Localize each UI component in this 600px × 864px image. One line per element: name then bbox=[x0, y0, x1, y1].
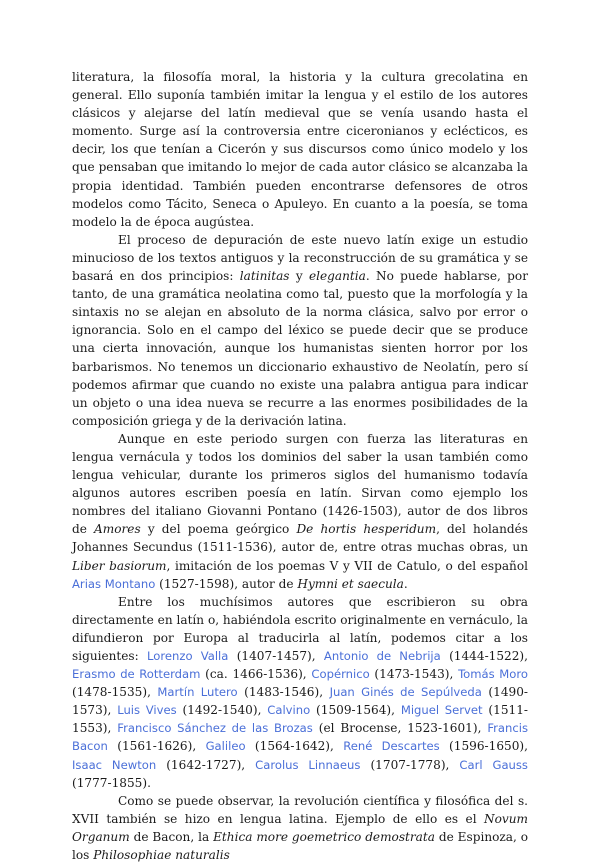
author-link[interactable]: Tomás Moro bbox=[458, 667, 528, 682]
author-link[interactable]: René Descartes bbox=[343, 739, 440, 754]
author-link[interactable]: Francisco Sánchez de las Brozas bbox=[117, 721, 313, 736]
text-run: (1509-1564), bbox=[310, 703, 401, 718]
text-run: El proceso de depuración de este nuevo latín exige un estudio minucioso de los textos antiguos y la reconstrucción de su gramática y se basará en dos principios: bbox=[72, 232, 528, 284]
text-run: . No puede hablarse, por tanto, de una gramática neolatina como tal, puesto que la morfología y la sintaxis no se alejan en absoluto de la norma clásica, salvo por error o ignorancia. Solo en el campo del léxico se puede decir que se produce una cierta innovación, aunque los humanistas sienten horror por los barbarismos. No tenemos un diccionario exhaustivo de Neolatín, pero sí podemos afirmar que cuando no existe una palabra antigua para indicar un objeto o una idea nueva se recurre a las enormes posibilidades de la composición griega y de la derivación latina. bbox=[72, 269, 528, 428]
text-run: (1473-1543), bbox=[369, 667, 459, 682]
text-run: (1596-1650), bbox=[439, 739, 528, 754]
italic-title: elegantia bbox=[308, 269, 366, 284]
text-run: (el Brocense, 1523-1601), bbox=[312, 721, 488, 736]
text-run: y bbox=[289, 269, 309, 284]
author-link[interactable]: Luis Vives bbox=[117, 703, 177, 718]
text-run: (1492-1540), bbox=[176, 703, 268, 718]
text-run: (1777-1855). bbox=[72, 775, 151, 790]
italic-title: Amores bbox=[94, 522, 141, 537]
text-run: . bbox=[403, 576, 408, 591]
author-link[interactable]: Carolus Linnaeus bbox=[255, 757, 361, 772]
text-run: (1642-1727), bbox=[156, 757, 256, 772]
italic-title: Philosophiae naturalis bbox=[93, 848, 230, 863]
author-link[interactable]: Miguel Servet bbox=[400, 703, 483, 718]
text-run: (1444-1522), bbox=[440, 649, 528, 663]
italic-title: Ethica more goemetrico demostrata bbox=[213, 829, 435, 844]
document-body bbox=[72, 68, 528, 864]
italic-title: latinitas bbox=[239, 269, 290, 284]
text-run: , del holandés Johannes Secundus (1511-1536), autor de, entre otras muchas obras, un bbox=[72, 522, 529, 555]
text-run: de Bacon, la bbox=[129, 829, 214, 844]
text-run: (1478-1535), bbox=[72, 685, 158, 700]
text-run: Como se puede observar, la revolución científica y filosófica del s. XVII también se hizo en lengua latina. Ejemplo de ello es el bbox=[72, 793, 528, 826]
text-run: (1407-1457), bbox=[228, 649, 324, 663]
text-run: , imitación de los poemas V y VII de Catulo, o del español bbox=[166, 558, 528, 573]
text-run: literatura, la filosofía moral, la historia y la cultura grecolatina en general. Ello suponía también imitar la lengua y el estilo de los autores clásicos y alejarse del latín medieval que se venía usando hasta el momento. Surge así la controversia entre ciceronianos y eclécticos, es decir, los que tenían a Cicerón y sus discursos como único modelo y los que pensaban que imitando lo mejor de cada autor clásico se alcanzaba la propia identidad. También pueden encontrarse defensores de otros modelos como Tácito, Seneca o Apuleyo. En cuanto a la poesía, se toma modelo la de época augústea. bbox=[72, 70, 528, 229]
author-link[interactable]: Calvino bbox=[267, 703, 311, 718]
author-link[interactable]: Arias Montano bbox=[72, 576, 156, 591]
paragraph bbox=[72, 231, 528, 430]
text-run: (1564-1642), bbox=[245, 739, 344, 754]
text-run: (1490-1573), bbox=[72, 685, 528, 718]
paragraph bbox=[72, 593, 528, 792]
italic-title: Novum Organum bbox=[72, 811, 528, 844]
text-run: de Espinoza, o los bbox=[72, 829, 528, 863]
author-link[interactable]: Galileo bbox=[205, 739, 246, 754]
text-run: (1707-1778), bbox=[360, 757, 460, 772]
italic-title: Liber basiorum bbox=[72, 558, 167, 573]
text-run: (1561-1626), bbox=[107, 739, 206, 754]
italic-title: Hymni et saecula bbox=[297, 576, 404, 591]
paragraph bbox=[72, 68, 528, 231]
author-link[interactable]: Carl Gauss bbox=[459, 757, 528, 772]
author-link[interactable]: Martín Lutero bbox=[157, 685, 238, 700]
text-run: (ca. 1466-1536), bbox=[200, 667, 312, 682]
author-link[interactable]: Lorenzo Valla bbox=[147, 649, 229, 663]
author-link[interactable]: Antonio de Nebrija bbox=[323, 649, 441, 663]
text-run: Entre los muchísimos autores que escribieron su obra directamente en latín o, habiéndola escrito originalmente en vernáculo, la difundieron por Europa al traducirla al latín, podemos citar a los siguientes: bbox=[72, 594, 528, 663]
italic-title: De hortis hesperidum bbox=[296, 522, 437, 537]
text-run: (1483-1546), bbox=[237, 685, 330, 700]
paragraph bbox=[72, 430, 528, 593]
author-link[interactable]: Francis Bacon bbox=[72, 721, 529, 754]
author-link[interactable]: Juan Ginés de Sepúlveda bbox=[329, 685, 482, 700]
text-run: (1527-1598), autor de bbox=[155, 576, 298, 591]
author-link[interactable]: Copérnico bbox=[311, 667, 370, 682]
text-run: y del poema geórgico bbox=[140, 522, 297, 537]
author-link[interactable]: Isaac Newton bbox=[72, 757, 157, 772]
text-run: (1511-1553), bbox=[72, 703, 528, 736]
author-link[interactable]: Erasmo de Rotterdam bbox=[72, 667, 201, 682]
text-run: Aunque en este periodo surgen con fuerza las literaturas en lengua vernácula y todos los dominios del saber la usan también como lengua vehicular, durante los primeros siglos del humanismo todavía algunos autores escriben poesía en latín. Sirvan como ejemplo los nombres del italiano Giovanni Pontano (1426-1503), autor de dos libros de bbox=[72, 431, 528, 537]
paragraph bbox=[72, 792, 528, 864]
